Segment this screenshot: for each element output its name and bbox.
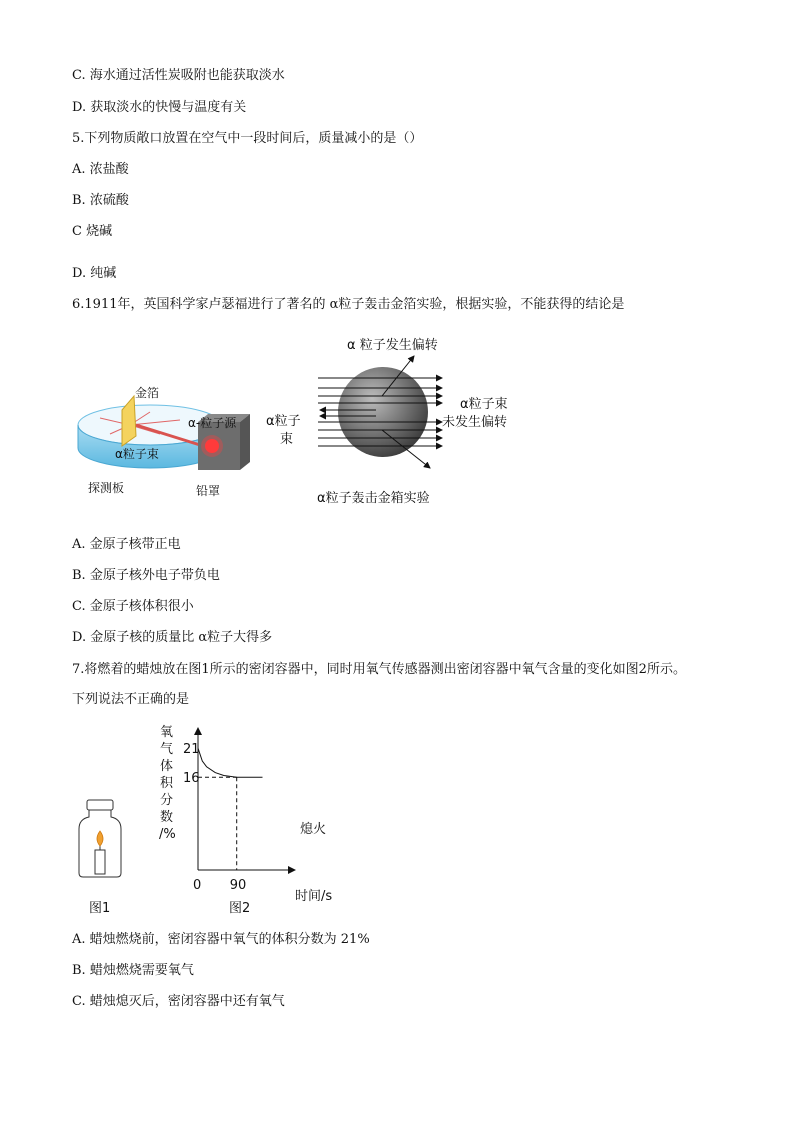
y-label-char: 体 — [160, 759, 174, 774]
q5-stem: 5.下列物质敞口放置在空气中一段时间后，质量减小的是（） — [72, 131, 423, 146]
label-undeflected-1: α粒子束 — [460, 397, 508, 412]
q6-option-d: D. 金原子核的质量比 α粒子大得多 — [72, 630, 273, 645]
label-alpha-beam: α粒子束 — [115, 447, 159, 461]
y-label-char: 积 — [160, 776, 174, 791]
label-deflected: α 粒子发生偏转 — [347, 338, 438, 353]
label-alpha-left-2: 束 — [280, 432, 294, 447]
fig2-oxygen-chart — [145, 718, 355, 923]
label-undeflected-2: 未发生偏转 — [442, 415, 508, 430]
q6-option-c: C. 金原子核体积很小 — [72, 599, 194, 614]
q7-stem: 7.将燃着的蜡烛放在图1所示的密闭容器中，同时用氧气传感器测出密闭容器中氧气含量的变化如图2所示。 — [72, 662, 686, 677]
x-tick-0: 0 — [193, 878, 202, 893]
label-alpha-left-1: α粒子 — [266, 414, 301, 429]
x-axis-label: 时间/s — [295, 889, 333, 904]
fig1-candle-jar — [75, 795, 130, 920]
y-label-char: 数 — [160, 810, 174, 825]
y-label-char: 分 — [160, 793, 174, 808]
gold-atom — [338, 367, 428, 457]
x-tick-90: 90 — [229, 878, 247, 893]
q5-option-a: A. 浓盐酸 — [72, 162, 129, 177]
y-label-char: 氧 — [160, 725, 174, 740]
y-axis-label — [159, 725, 176, 842]
y-tick-21: 21 — [183, 742, 200, 758]
label-alpha-source: α-粒子源 — [188, 416, 237, 430]
label-caption: α粒子轰击金箱实验 — [317, 491, 430, 506]
q5-option-d: D. 纯碱 — [72, 266, 117, 281]
q7-stem-2: 下列说法不正确的是 — [72, 692, 190, 707]
y-tick-16: 16 — [183, 771, 200, 787]
y-label-unit: /% — [159, 827, 176, 842]
q5-option-c: C 烧碱 — [72, 224, 113, 239]
annotation-extinguish: 熄火 — [300, 822, 327, 837]
label-lead-cover: 铅罩 — [196, 484, 221, 498]
q7-option-a: A. 蜡烛燃烧前，密闭容器中氧气的体积分数为 21% — [72, 932, 370, 947]
q4-option-c: C. 海水通过活性炭吸附也能获取淡水 — [72, 68, 285, 83]
series-line — [198, 748, 263, 777]
q7-option-c: C. 蜡烛熄灭后，密闭容器中还有氧气 — [72, 994, 285, 1009]
fig2-caption: 图2 — [229, 901, 251, 916]
label-detector: 探测板 — [88, 481, 125, 495]
q6-figure — [70, 330, 600, 515]
fig1-caption: 图1 — [89, 901, 111, 916]
q6-option-a: A. 金原子核带正电 — [72, 537, 181, 552]
q4-option-d: D. 获取淡水的快慢与温度有关 — [72, 100, 247, 115]
y-label-char: 气 — [160, 742, 174, 757]
q6-option-b: B. 金原子核外电子带负电 — [72, 568, 220, 583]
q5-option-b: B. 浓硫酸 — [72, 193, 129, 208]
q7-option-b: B. 蜡烛燃烧需要氧气 — [72, 963, 194, 978]
label-gold-foil: 金箔 — [135, 386, 160, 400]
q6-stem: 6.1911年，英国科学家卢瑟福进行了著名的 α粒子轰击金箔实验，根据实验，不能获得的结论是 — [72, 297, 625, 312]
